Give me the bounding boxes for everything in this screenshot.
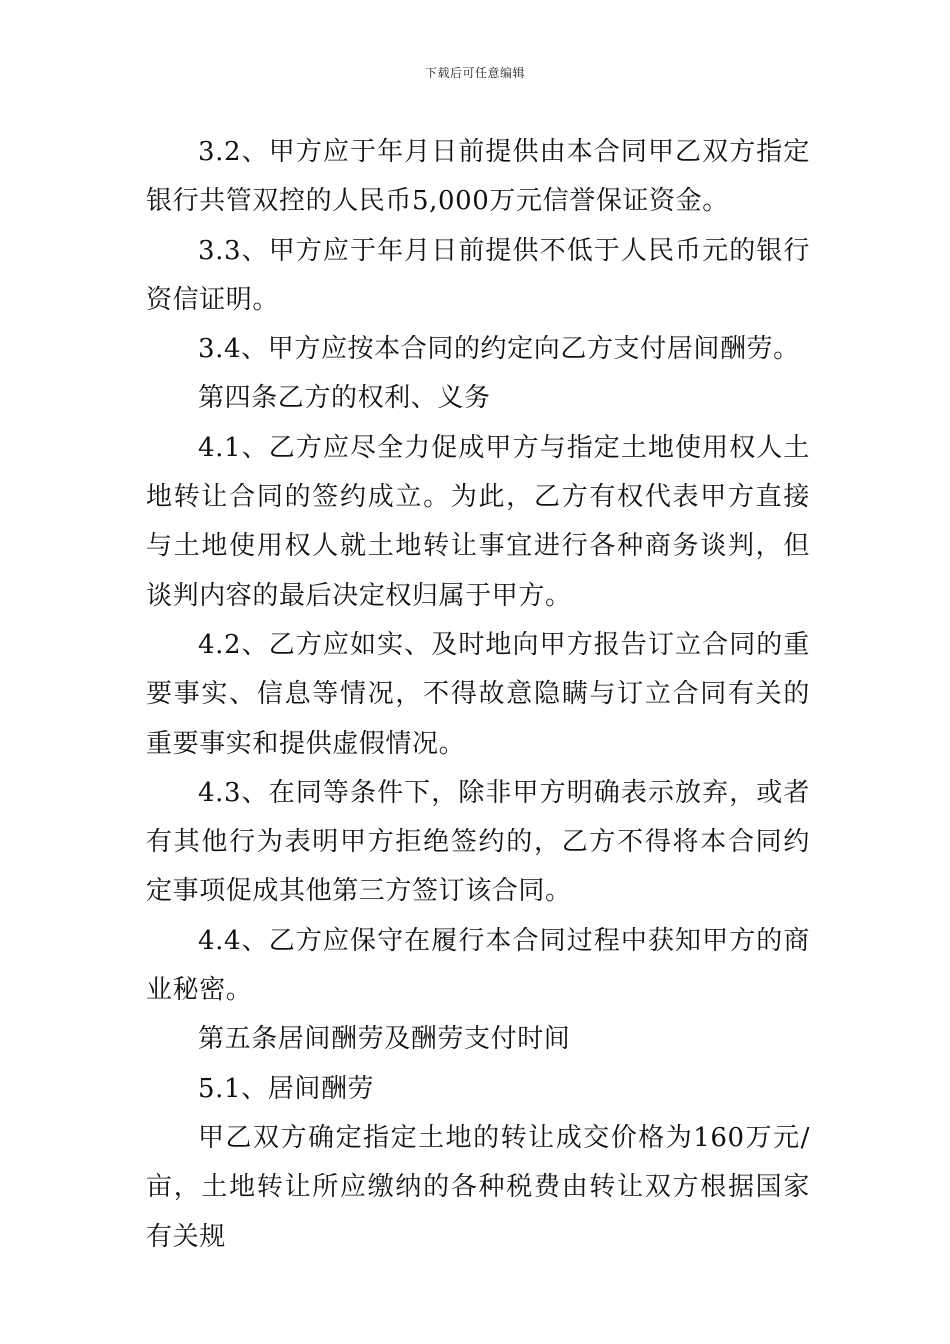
clause-4-4: 4.4、乙方应保守在履行本合同过程中获知甲方的商业秘密。 — [146, 925, 810, 1006]
clause-5-1-heading: 5.1、居间酬劳 — [198, 1073, 375, 1104]
document-body — [146, 128, 810, 1262]
clause-5-1-text: 甲乙双方确定指定土地的转让成交价格为160万元/亩，土地转让所应缴纳的各种税费由转让双方根据国家有关规 — [146, 1122, 810, 1252]
clause-3-3: 3.3、甲方应于年月日前提供不低于人民币元的银行资信证明。 — [146, 235, 810, 315]
article-4-heading: 第四条乙方的权利、义务 — [198, 383, 491, 414]
clause-4-3: 4.3、在同等条件下，除非甲方明确表示放弃，或者有其他行为表明甲方拒绝签约的，乙方不得将本合同约定事项促成其他第三方签订该合同。 — [146, 777, 810, 907]
clause-4-1: 4.1、乙方应尽全力促成甲方与指定土地使用权人土地转让合同的签约成立。为此，乙方有权代表甲方直接与土地使用权人就土地转让事宜进行各种商务谈判，但谈判内容的最后决定权归属于甲方。 — [146, 432, 810, 611]
clause-3-2: 3.2、甲方应于年月日前提供由本合同甲乙双方指定银行共管双控的人民币5,000万元信誉保证资金。 — [146, 137, 810, 217]
article-5-heading: 第五条居间酬劳及酬劳支付时间 — [198, 1024, 571, 1055]
page-header: 下载后可任意编辑 — [424, 66, 525, 80]
clause-4-2: 4.2、乙方应如实、及时地向甲方报告订立合同的重要事实、信息等情况，不得故意隐瞒与订立合同有关的重要事实和提供虚假情况。 — [146, 629, 810, 759]
clause-3-4: 3.4、甲方应按本合同的约定向乙方支付居间酬劳。 — [198, 334, 800, 365]
